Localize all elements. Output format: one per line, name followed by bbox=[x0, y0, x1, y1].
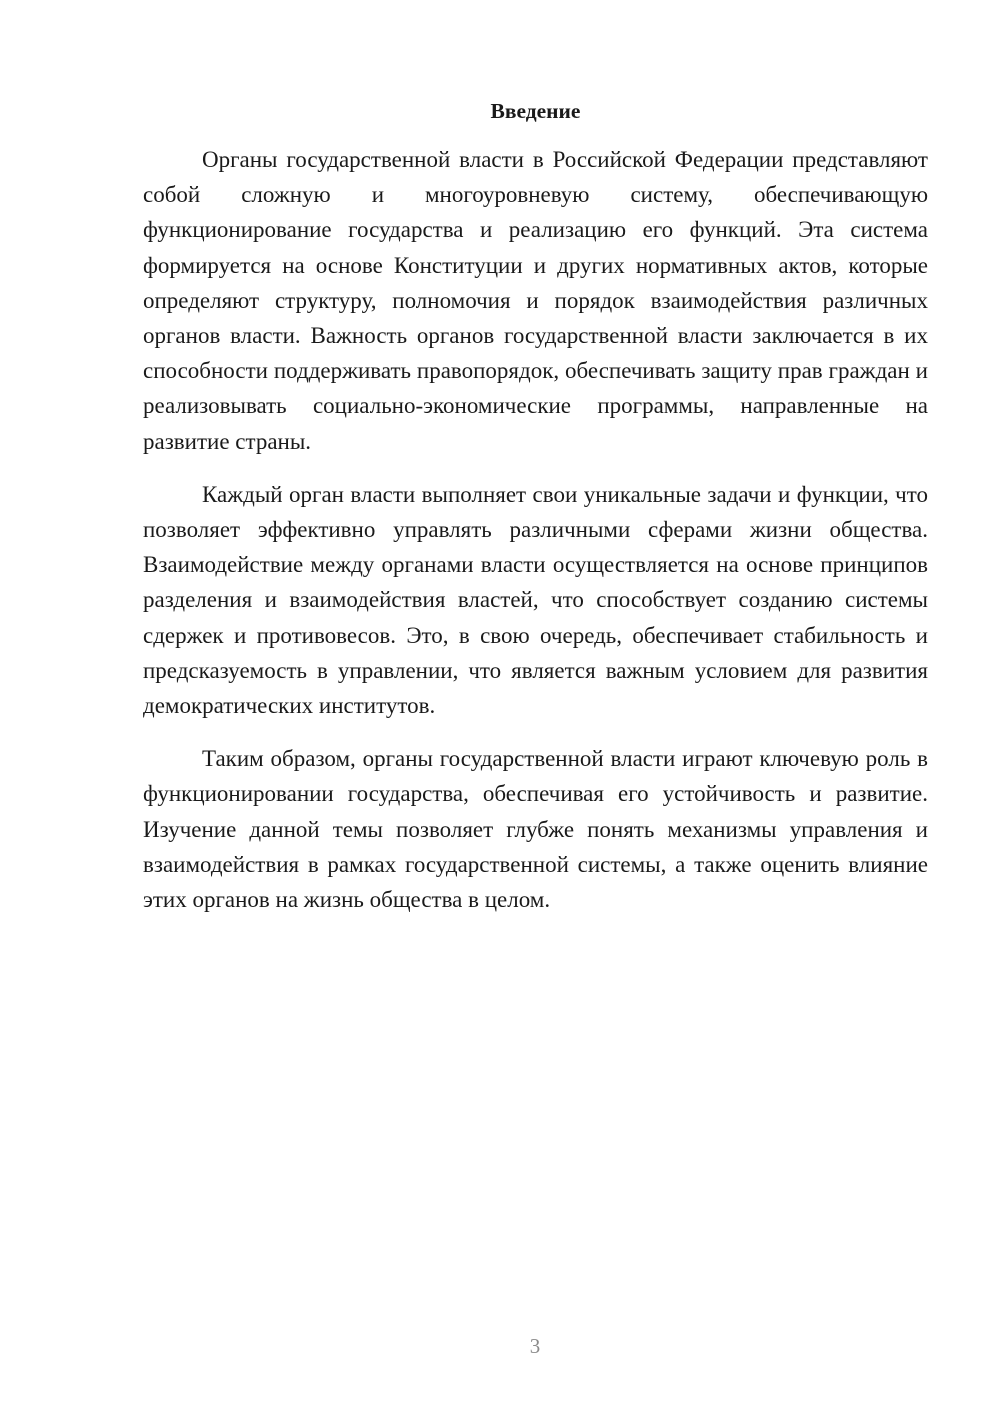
page-title: Введение bbox=[490, 99, 581, 123]
paragraph-1: Органы государственной власти в Российской Федерации представляют собой сложную и многоуровневую систему, обеспечивающую функционирование государства и реализацию его функций. Эта система формируется на основе Конституции и других нормативных актов, которые определяют структуру, полномочия и порядок взаимодействия различных органов власти. Важность органов государственной власти заключается в их способности поддерживать правопорядок, обеспечивать защиту прав граждан и реализовывать социально-экономические программы, направленные на развитие страны. bbox=[143, 147, 928, 454]
paragraph-3: Таким образом, органы государственной власти играют ключевую роль в функционировании государства, обеспечивая его устойчивость и развитие. Изучение данной темы позволяет глубже понять механизмы управления и взаимодействия в рамках государственной системы, а также оценить влияние этих органов на жизнь общества в целом. bbox=[143, 746, 928, 913]
paragraph-2: Каждый орган власти выполняет свои уникальные задачи и функции, что позволяет эффективно управлять различными сферами жизни общества. Взаимодействие между органами власти осуществляется на основе принципов разделения и взаимодействия властей, что способствует созданию системы сдержек и противовесов. Это, в свою очередь, обеспечивает стабильность и предсказуемость в управлении, что является важным условием для развития демократических институтов. bbox=[143, 481, 928, 719]
document-body bbox=[143, 142, 928, 935]
page-number: 3 bbox=[529, 1334, 541, 1358]
